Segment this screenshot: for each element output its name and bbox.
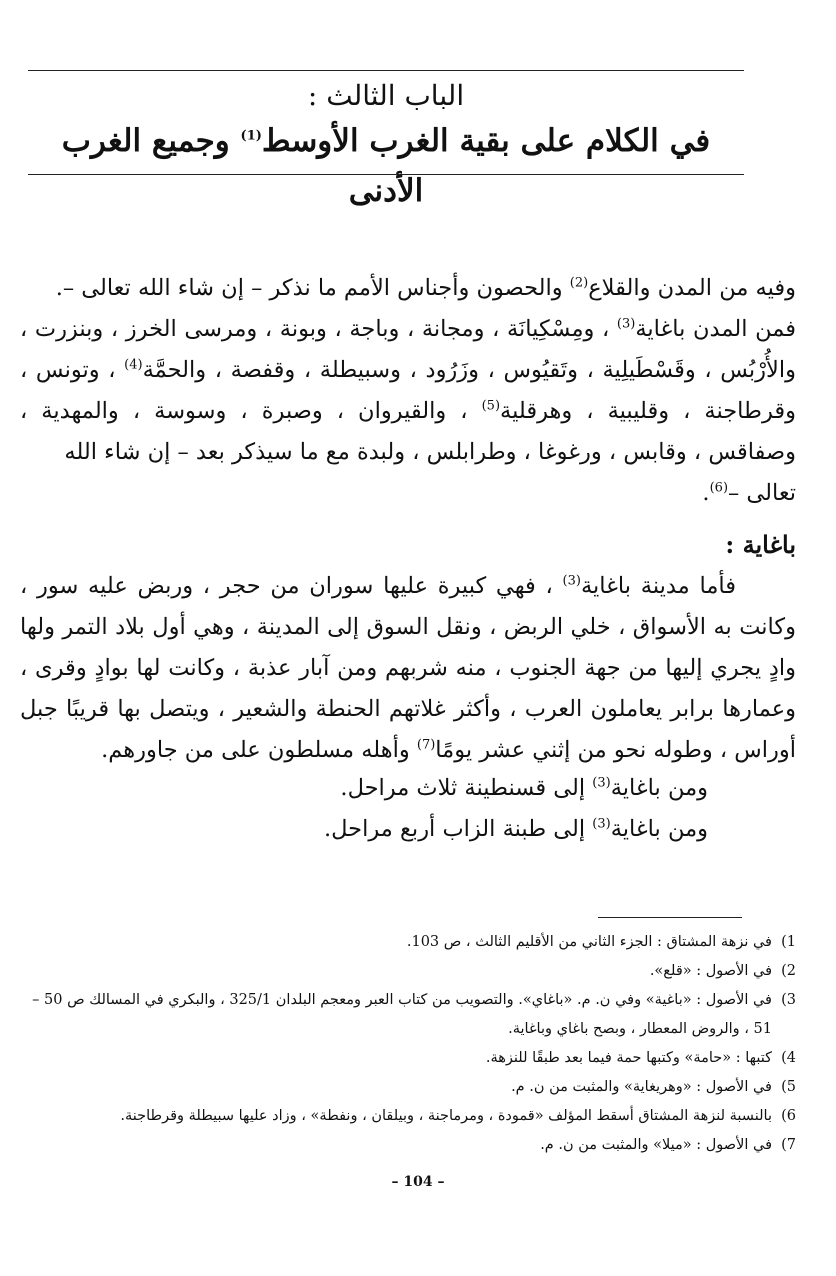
footnote-item: [16, 1102, 796, 1131]
intro-text-last: تعالى –: [728, 480, 796, 506]
intro-last-line: [20, 473, 796, 514]
footnote-item: [16, 986, 796, 1044]
route-2-b: إلى طبنة الزاب أربع مراحل.: [323, 816, 593, 842]
baghaya-text-b: ، فهي كبيرة عليها سوران من حجر ، وربض عليه سور ، وكانت به الأسواق ، خلي الربض ، ونقل السوق إلى المدينة ، وهي أول بلاد التمر ولها وادٍ يجري إليها من جهة الجنوب ، منه شربهم ومن آبار عذبة ، وكانت لها بوادٍ وقرى ، وعمارها برابر يعاملون العرب ، وأكثر غلاتهم الحنطة والشعير ، ويتصل بها قريبًا جبل أوراس ، وطوله نحو من إثني عشر يومًا: [20, 573, 796, 763]
chapter-title-text: في الكلام على بقية الغرب الأوسط: [261, 123, 711, 159]
footnote-item: [16, 957, 796, 986]
footnote-ref-4: (4): [124, 357, 143, 373]
footnote-text: بالنسبة لنزهة المشتاق أسقط المؤلف «قمودة ، ومرماجنة ، وبيلقان ، ونفطة» ، وزاد عليها سبيطلة وقرطاجنة.: [120, 1108, 772, 1124]
intro-line-1: [20, 268, 796, 309]
footnote-ref-1: (1): [240, 128, 262, 144]
footnote-number: 6): [781, 1108, 796, 1124]
footnote-item: [16, 1073, 796, 1102]
footnote-item: [16, 1044, 796, 1073]
intro-text-end: .: [702, 480, 710, 506]
footnote-ref-3d: (3): [592, 816, 611, 832]
footnote-number: 4): [781, 1050, 796, 1066]
route-2-a: ومن باغاية: [610, 816, 708, 842]
route-line-2: [324, 809, 708, 850]
baghaya-paragraph: [20, 566, 796, 771]
footnote-text: في الأصول : «وهريغاية» والمثبت من ن. م.: [511, 1079, 772, 1095]
footnote-text: في الأصول : «باغية» وفي ن. م. «باغاي». والتصويب من كتاب العبر ومعجم البلدان 325/1 ، والبكري في المسالك ص 50 – 51 ، والروض المعطار ، وبصح باغاي وباغاية.: [32, 992, 772, 1037]
intro-paragraph: [20, 268, 796, 514]
footnote-item: [16, 1131, 796, 1160]
footnote-number: 7): [781, 1137, 796, 1153]
intro-text-1: وفيه من المدن والقلاع: [588, 275, 796, 301]
footnote-item: [16, 928, 796, 957]
page-number: – 104 –: [391, 1174, 445, 1190]
footnote-ref-6: (6): [709, 480, 729, 496]
intro-text-1b: والحصون وأجناس الأمم ما نذكر – إن شاء الله تعالى –.: [55, 275, 570, 301]
header-rule-bottom: [28, 174, 744, 175]
section-heading: باغاية :: [725, 530, 796, 559]
footnote-number: 1): [781, 934, 796, 950]
baghaya-text-a: فأما مدينة باغاية: [580, 573, 736, 599]
chapter-label: الباب الثالث :: [307, 79, 465, 112]
intro-text-2b: ، ومِسْكِيانَة ، ومجانة ، وباجة ، وبونة ، ومرسى الخرز ، وبنزرت ، والأُرْبُس ، وقَسْطَيلِية ، وتَقيُوس ، وزَرُود ، وسبيطلة ، وقفصة ، والحمَّة: [20, 316, 796, 383]
footnote-ref-3b: (3): [562, 573, 581, 589]
footnote-divider: [598, 917, 742, 918]
footnote-text: في الأصول : «ميلا» والمثبت من ن. م.: [540, 1137, 772, 1153]
footnote-ref-2: (2): [569, 275, 589, 291]
footnote-text: في نزهة المشتاق : الجزء الثاني من الأقليم الثالث ، ص 103.: [406, 934, 772, 950]
baghaya-text: [20, 566, 796, 771]
footnote-text: في الأصول : «قلع».: [649, 963, 772, 979]
footnote-ref-3: (3): [616, 316, 636, 332]
footnote-ref-7: (7): [416, 737, 436, 753]
intro-text-3: ، وتونس ، وقرطاجنة ، وقليبية ، وهرقلية: [20, 357, 796, 424]
footnote-number: 2): [781, 963, 796, 979]
baghaya-text-c: وأهله مسلطون على من جاورهم.: [101, 737, 417, 763]
intro-text-3b: ، والقيروان ، وصبرة ، وسوسة ، والمهدية ، وصفاقس ، وقابس ، ورغوغا ، وطرابلس ، ولبدة مع ما سيذكر بعد – إن شاء الله: [20, 398, 796, 465]
footnote-ref-5: (5): [481, 398, 501, 414]
chapter-header: [28, 76, 744, 216]
intro-text-2: فمن المدن باغاية: [635, 316, 796, 342]
intro-line-2: [20, 309, 796, 473]
route-line-1: [340, 768, 708, 809]
footnote-ref-3c: (3): [592, 775, 611, 791]
header-rule-top: [28, 70, 744, 71]
chapter-title: [28, 116, 744, 216]
footnote-text: كتبها : «حامة» وكتبها حمة فيما بعد طبقًا للنزهة.: [485, 1050, 772, 1066]
route-1-b: إلى قسنطينة ثلاث مراحل.: [340, 775, 593, 801]
footnote-number: 5): [781, 1079, 796, 1095]
footnote-number: 3): [781, 992, 796, 1008]
footnotes-list: [16, 928, 796, 1160]
route-1-a: ومن باغاية: [610, 775, 708, 801]
chapter-title-text-end: وجميع الغرب الأدنى: [61, 123, 424, 209]
